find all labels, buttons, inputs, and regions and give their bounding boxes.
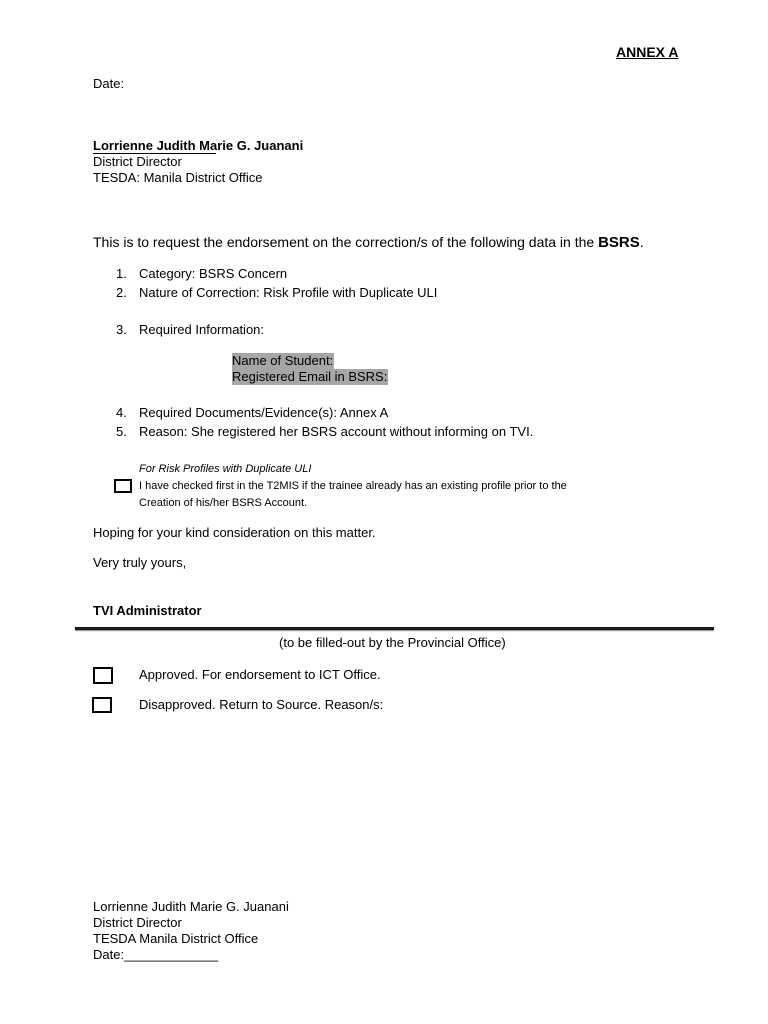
recipient-block <box>93 138 303 186</box>
list-number: 4. <box>116 405 127 420</box>
risk-note-line2: Creation of his/her BSRS Account. <box>139 497 308 509</box>
list-number: 3. <box>116 322 127 337</box>
section-divider <box>75 627 714 630</box>
footer-name: Lorrienne Judith Marie G. Juanani <box>93 899 289 914</box>
risk-note-heading: For Risk Profiles with Duplicate ULI <box>139 463 312 475</box>
annex-label: ANNEX A <box>616 44 679 60</box>
list-text: Nature of Correction: Risk Profile with Duplicate ULI <box>139 285 438 300</box>
list-text: Reason: She registered her BSRS account without informing on TVI. <box>139 424 534 439</box>
intro-text: This is to request the endorsement on the correction/s of the following data in the <box>93 234 599 250</box>
list-item-nature <box>116 285 437 301</box>
list-item-category <box>116 266 287 282</box>
list-number: 5. <box>116 424 127 439</box>
list-item-reason <box>116 424 533 440</box>
closing-yours: Very truly yours, <box>93 555 187 570</box>
footer-date: Date:_____________ <box>93 947 219 962</box>
student-name-field: Name of Student: <box>232 353 334 368</box>
recipient-office: TESDA: Manila District Office <box>93 170 263 185</box>
recipient-name: Lorrienne Judith Marie G. Juanani <box>93 138 304 153</box>
disapproved-checkbox[interactable] <box>92 697 112 713</box>
required-info-fields <box>232 353 388 385</box>
risk-note-text <box>139 478 567 512</box>
recipient-title: District Director <box>93 154 182 169</box>
intro-end: . <box>639 234 644 250</box>
approved-label: Approved. For endorsement to ICT Office. <box>139 667 381 682</box>
risk-note-line1: I have checked first in the T2MIS if the trainee already has an existing profile prior to the <box>139 480 567 492</box>
footer-office: TESDA Manila District Office <box>93 931 259 946</box>
registered-email-field: Registered Email in BSRS: <box>232 369 388 384</box>
list-item-required-info <box>116 322 264 338</box>
disapproved-label: Disapproved. Return to Source. Reason/s: <box>139 697 384 712</box>
approved-checkbox[interactable] <box>93 667 113 684</box>
footer-signature-block <box>93 899 289 963</box>
list-number: 2. <box>116 285 127 300</box>
closing-hoping: Hoping for your kind consideration on this matter. <box>93 525 376 540</box>
list-text: Required Documents/Evidence(s): Annex A <box>139 405 389 420</box>
list-text: Category: BSRS Concern <box>139 266 288 281</box>
date-label: Date: <box>93 76 125 91</box>
list-text: Required Information: <box>139 322 265 337</box>
list-item-documents <box>116 405 388 421</box>
signatory-title: TVI Administrator <box>93 603 202 618</box>
footer-title: District Director <box>93 915 182 930</box>
name-underline <box>93 153 216 154</box>
list-number: 1. <box>116 266 127 281</box>
intro-bsrs: BSRS <box>598 234 640 251</box>
intro-paragraph <box>93 234 644 251</box>
t2mis-check-checkbox[interactable] <box>114 479 132 493</box>
provincial-note: (to be filled-out by the Provincial Office) <box>279 635 506 650</box>
